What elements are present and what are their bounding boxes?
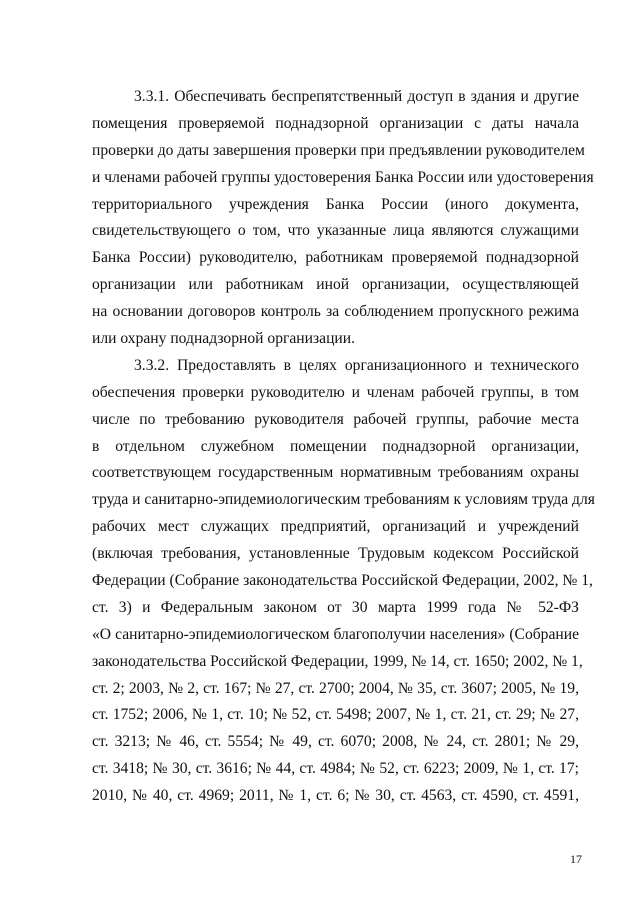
text-line: «О санитарно-эпидемиологическом благополучии населения» (Собрание	[92, 625, 579, 643]
text-line: рабочих мест служащих предприятий, организаций и учреждений	[92, 518, 579, 536]
text-line: числе по требованию руководителя рабочей группы, рабочие места	[92, 410, 579, 428]
text-line: ст. 3213; № 46, ст. 5554; № 49, ст. 6070; 2008, № 24, ст. 2801; № 29,	[92, 733, 579, 751]
text-line: ст. 1752; 2006, № 1, ст. 10; № 52, ст. 5498; 2007, № 1, ст. 21, ст. 29; № 27,	[92, 706, 579, 724]
text-line: (включая требования, установленные Трудовым кодексом Российской	[92, 545, 579, 563]
text-line: ст. 3) и Федеральным законом от 30 марта 1999 года № 52-ФЗ	[92, 598, 579, 616]
text-line: Банка России) руководителю, работникам проверяемой поднадзорной	[92, 249, 579, 267]
text-line: помещения проверяемой поднадзорной организации с даты начала	[92, 114, 579, 132]
text-line: и членами рабочей группы удостоверения Банка России или удостоверения	[92, 168, 594, 186]
text-line: труда и санитарно-эпидемиологическим требованиям к условиям труда для	[92, 491, 595, 509]
text-line: 2010, № 40, ст. 4969; 2011, № 1, ст. 6; № 30, ст. 4563, ст. 4590, ст. 4591,	[92, 787, 579, 805]
text-line: территориального учреждения Банка России (иного документа,	[92, 195, 579, 213]
text-line: законодательства Российской Федерации, 1999, № 14, ст. 1650; 2002, № 1,	[92, 652, 583, 670]
text-line: обеспечения проверки руководителю и членам рабочей группы, в том	[92, 383, 579, 401]
text-line: на основании договоров контроль за соблюдением пропускного режима	[92, 303, 579, 321]
text-line: ст. 3418; № 30, ст. 3616; № 44, ст. 4984; № 52, ст. 6223; 2009, № 1, ст. 17;	[92, 760, 579, 778]
text-line: организации или работникам иной организации, осуществляющей	[92, 276, 579, 294]
document-page	[92, 84, 595, 810]
text-line: Федерации (Собрание законодательства Российской Федерации, 2002, № 1,	[92, 572, 593, 590]
text-line: или охрану поднадзорной организации.	[92, 330, 356, 348]
text-line: в отдельном служебном помещении поднадзорной организации,	[92, 437, 579, 455]
page-number: 17	[570, 852, 582, 866]
text-line: проверки до даты завершения проверки при предъявлении руководителем	[92, 141, 585, 159]
paragraph-3-3-2	[92, 353, 595, 810]
text-line: ст. 2; 2003, № 2, ст. 167; № 27, ст. 2700; 2004, № 35, ст. 3607; 2005, № 19,	[92, 679, 579, 697]
text-line: 3.3.1. Обеспечивать беспрепятственный доступ в здания и другие	[134, 88, 579, 105]
text-line: соответствующем государственным нормативным требованиям охраны	[92, 464, 579, 482]
text-line: свидетельствующего о том, что указанные лица являются служащими	[92, 222, 579, 240]
text-line: 3.3.2. Предоставлять в целях организационного и технического	[134, 356, 579, 374]
paragraph-3-3-1	[92, 84, 594, 353]
